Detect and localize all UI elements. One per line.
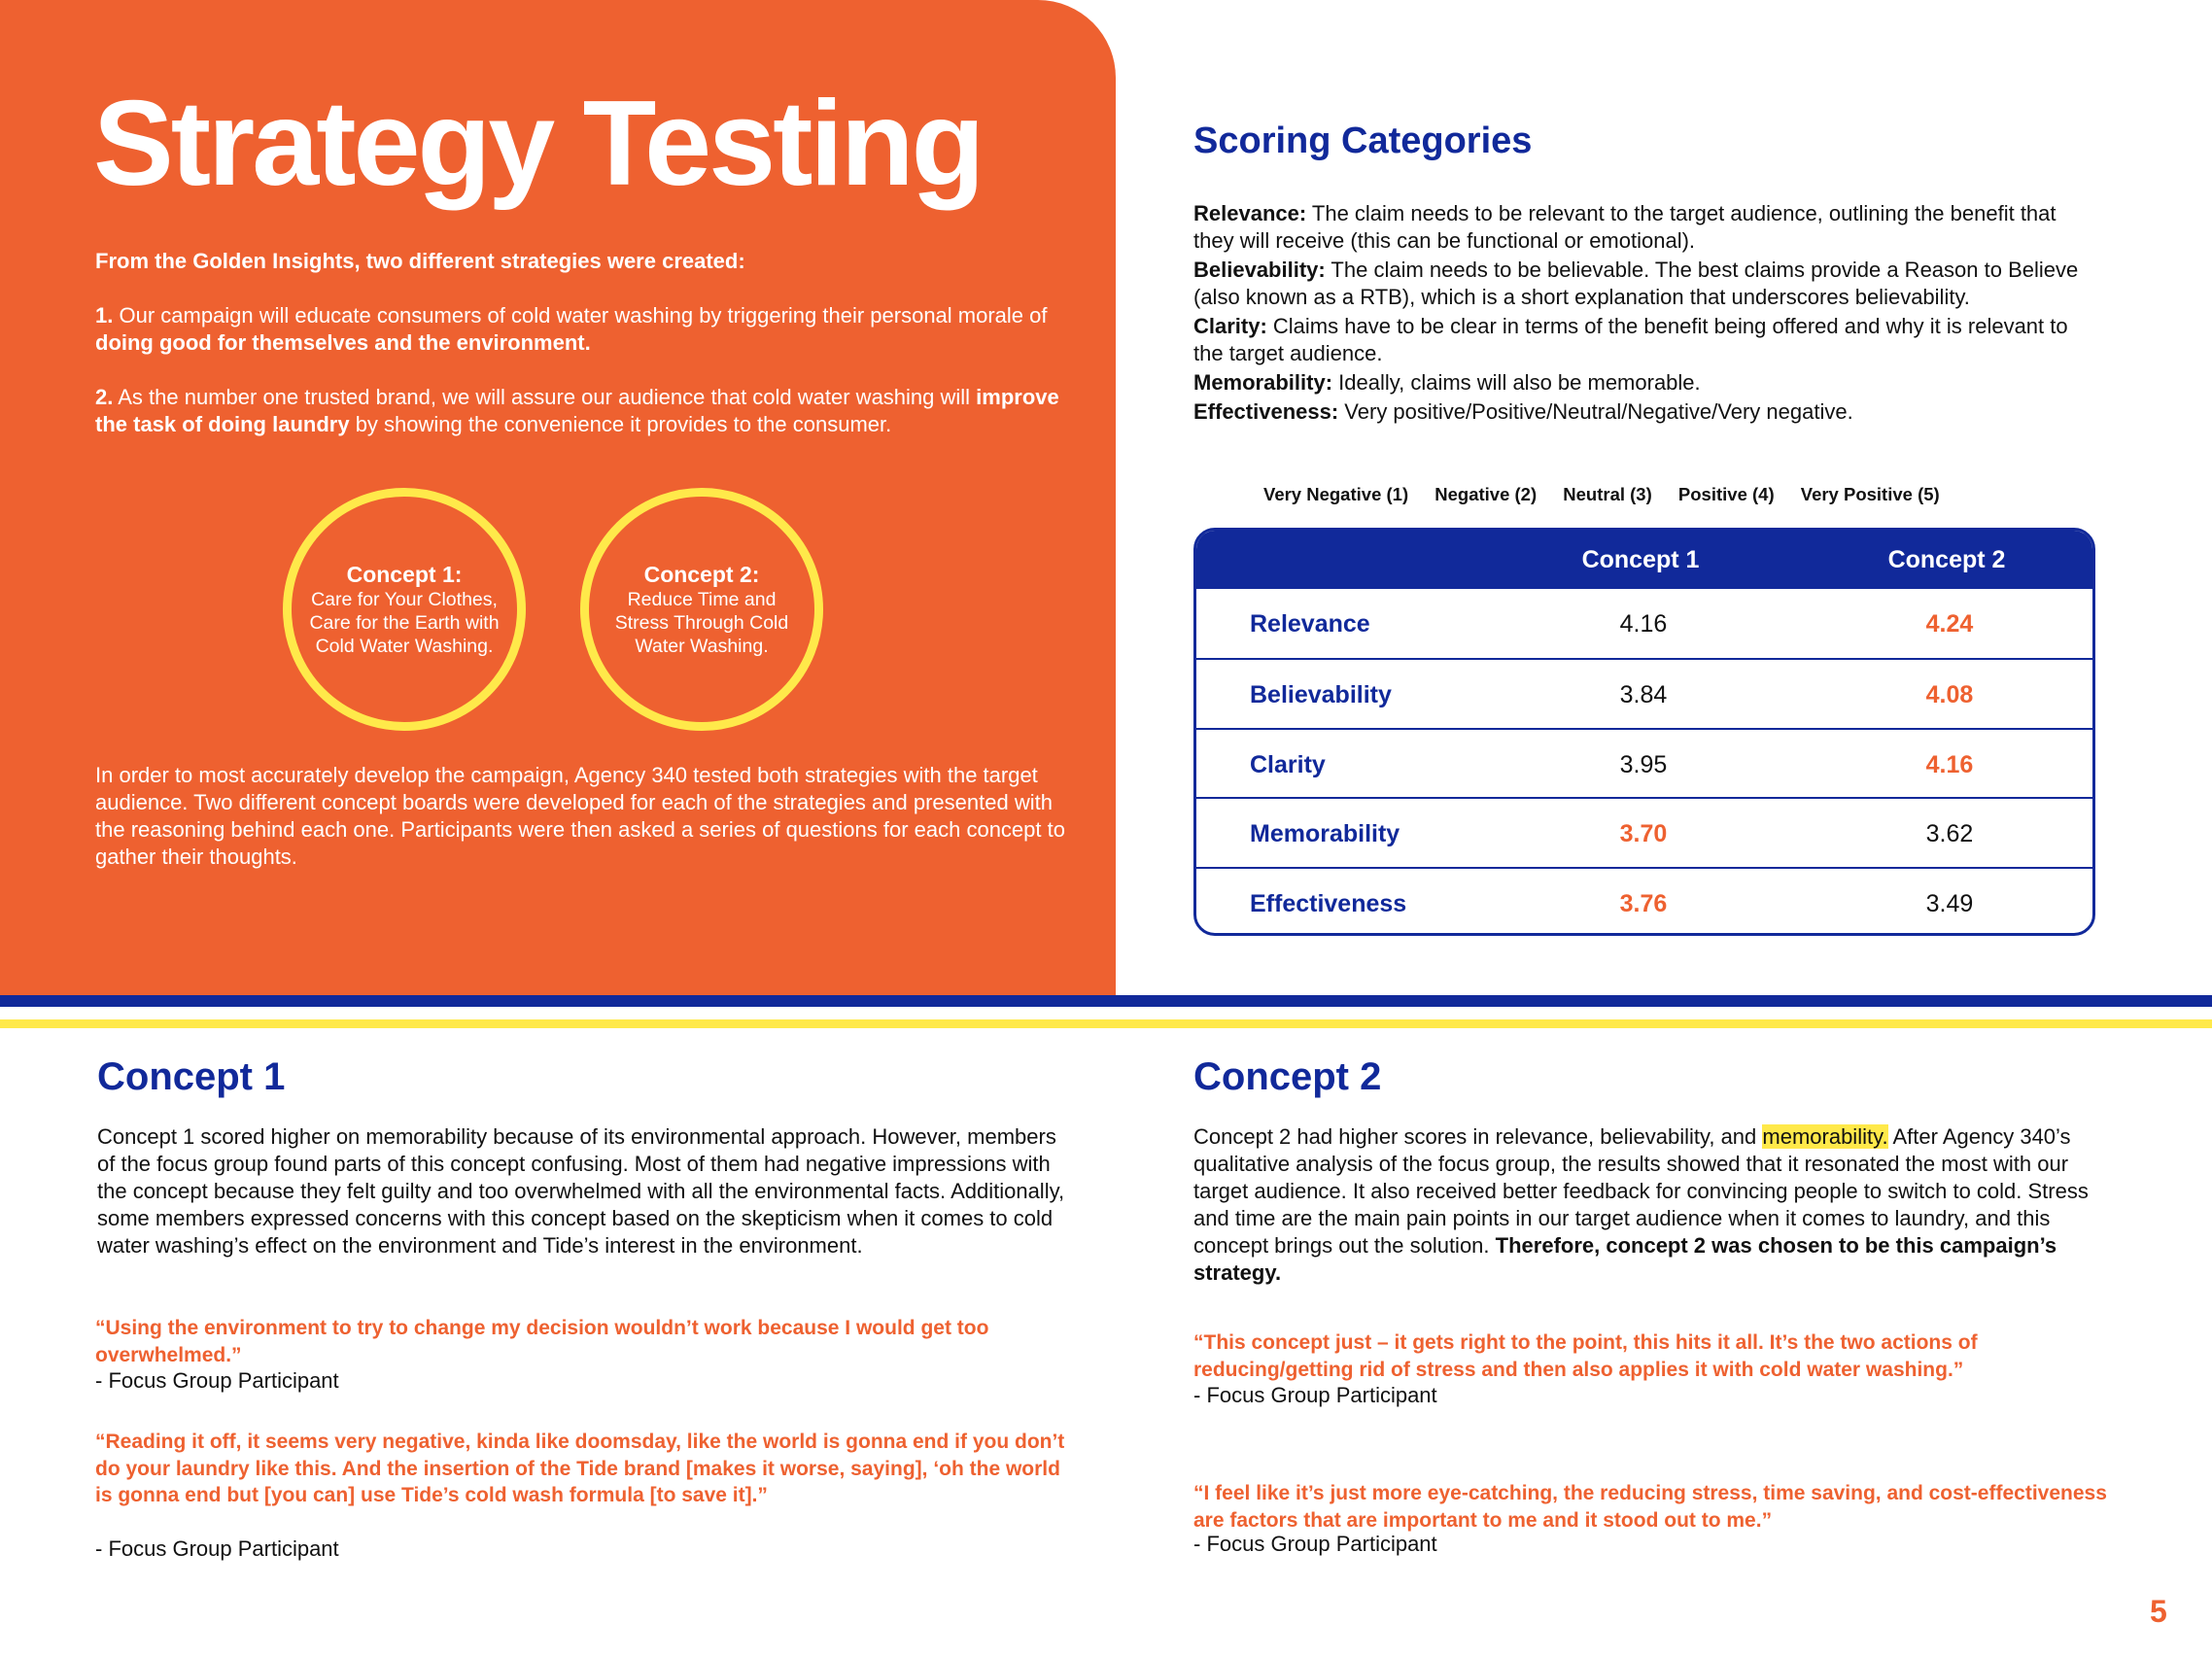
scoring-categories xyxy=(1193,200,2097,428)
cell-concept-1: 3.76 xyxy=(1619,889,1668,917)
concept-1-circle-title: Concept 1: xyxy=(346,562,463,587)
concept-1-quote-2-attribution: - Focus Group Participant xyxy=(95,1536,339,1561)
table-body xyxy=(1196,589,2092,936)
concept-1-heading: Concept 1 xyxy=(97,1055,286,1098)
category-clarity xyxy=(1193,313,2097,367)
strategy-2-bold: improve the task of doing laundry xyxy=(95,385,1059,436)
cell-concept-1: 3.84 xyxy=(1619,681,1668,709)
table-row xyxy=(1196,589,2092,658)
intro-lead: From the Golden Insights, two different strategies were created: xyxy=(95,249,745,273)
row-label: Clarity xyxy=(1250,750,1326,778)
page-number: 5 xyxy=(2150,1594,2167,1629)
strategy-1-text: Our campaign will educate consumers of cold water washing by triggering their personal morale of xyxy=(113,303,1048,328)
row-label: Believability xyxy=(1250,681,1392,709)
strategy-2-text-a: As the number one trusted brand, we will assure our audience that cold water washing will xyxy=(113,385,977,409)
strategy-1 xyxy=(95,302,1067,357)
category-name: Memorability: xyxy=(1193,370,1333,395)
category-name: Effectiveness: xyxy=(1193,399,1339,424)
category-desc: The claim needs to be relevant to the target audience, outlining the benefit that they will receive (this can be functional or emotional). xyxy=(1193,201,2056,253)
cell-concept-1: 3.70 xyxy=(1619,820,1668,848)
concept-2-circle xyxy=(580,488,823,731)
scale-item: Negative (2) xyxy=(1434,484,1538,504)
row-label: Relevance xyxy=(1250,610,1370,638)
category-name: Believability: xyxy=(1193,258,1326,282)
strategy-1-number: 1. xyxy=(95,303,114,328)
concept-2-circle-title: Concept 2: xyxy=(643,562,760,587)
category-relevance xyxy=(1193,200,2097,255)
column-header-concept-1: Concept 1 xyxy=(1581,546,1700,573)
intro-section xyxy=(95,248,1067,466)
strategy-2-text-b: by showing the convenience it provides to the consumer. xyxy=(349,412,892,436)
category-name: Relevance: xyxy=(1193,201,1307,225)
column-header-concept-2: Concept 2 xyxy=(1887,546,2006,573)
scale-item: Positive (4) xyxy=(1677,484,1775,504)
divider-yellow xyxy=(0,1019,2212,1028)
category-desc: The claim needs to be believable. The best claims provide a Reason to Believe (also known as a RTB), which is a short explanation that underscores believability. xyxy=(1193,258,2079,309)
concept-2-heading: Concept 2 xyxy=(1193,1055,1382,1098)
concept-2-quote-1-attribution: - Focus Group Participant xyxy=(1193,1383,1437,1407)
concept-2-conclusion: Therefore, concept 2 was chosen to be this campaign’s strategy. xyxy=(1193,1233,2057,1285)
cell-concept-2: 4.16 xyxy=(1925,750,1974,778)
concept-2-quote-1: “This concept just – it gets right to the point, this hits it all. It’s the two actions of reducing/getting rid of stress and then also applies it with cold water washing.” xyxy=(1193,1331,1978,1381)
category-effectiveness xyxy=(1193,398,2097,426)
category-memorability xyxy=(1193,369,2097,397)
cell-concept-1: 3.95 xyxy=(1619,750,1668,778)
concept-2-body-b: After Agency 340’s qualitative analysis of the focus group, the results showed that it resonated the most with our target audience. It also received better feedback for convincing people to switch to cold. Stress and time are the main pain points in our target audience when it comes to laundry, and this concept brings out the solution. xyxy=(1193,1124,2089,1258)
strategy-2-number: 2. xyxy=(95,385,114,409)
cell-concept-1: 4.16 xyxy=(1619,610,1668,638)
cell-concept-2: 4.24 xyxy=(1925,610,1974,638)
scale-item: Neutral (3) xyxy=(1563,484,1652,504)
highlighted-word: memorability. xyxy=(1762,1124,1888,1149)
concept-2-circle-desc: Reduce Time and Stress Through Cold Water Washing. xyxy=(614,589,789,657)
concept-2-quote-2: “I feel like it’s just more eye-catching, the reducing stress, time saving, and cost-effectiveness are factors that are important to me and it stood out to me.” xyxy=(1193,1482,2107,1532)
scoring-title: Scoring Categories xyxy=(1193,121,1533,161)
concept-2-body xyxy=(1193,1123,2126,1287)
concept-1-quote-2: “Reading it off, it seems very negative, kinda like doomsday, like the world is gonna end if you don’t do your laundry like this. And the insertion of the Tide brand [makes it worse, saying], ‘oh the world is gonna end but [you can] use Tide’s cold wash formula [to save it].” xyxy=(95,1431,1065,1506)
row-label: Memorability xyxy=(1250,820,1400,848)
strategy-1-bold: doing good for themselves and the environment. xyxy=(95,330,591,355)
table-row xyxy=(1196,797,2092,866)
cell-concept-2: 3.49 xyxy=(1925,889,1974,917)
category-desc: Very positive/Positive/Neutral/Negative/Very negative. xyxy=(1338,399,1853,424)
concept-1-quote-1: “Using the environment to try to change my decision wouldn’t work because I would get too overwhelmed.” xyxy=(95,1317,989,1366)
scale-item: Very Positive (5) xyxy=(1800,484,1940,504)
method-paragraph: In order to most accurately develop the campaign, Agency 340 tested both strategies with the target audience. Two different concept boards were developed for each of the strategies and presented with the reasoning behind each one. Participants were then asked a series of questions for each concept to gather their thoughts. xyxy=(95,763,1065,869)
divider-blue xyxy=(0,995,2212,1007)
category-believability xyxy=(1193,257,2097,311)
category-desc: Ideally, claims will also be memorable. xyxy=(1332,370,1701,395)
cell-concept-2: 3.62 xyxy=(1925,820,1974,848)
category-name: Clarity: xyxy=(1193,314,1267,338)
concept-1-circle xyxy=(283,488,526,731)
strategy-2 xyxy=(95,384,1067,438)
cell-concept-2: 4.08 xyxy=(1925,681,1974,709)
category-desc: Claims have to be clear in terms of the benefit being offered and why it is relevant to the target audience. xyxy=(1193,314,2068,365)
table-header xyxy=(1196,531,2092,589)
scores-table xyxy=(1193,528,2095,936)
row-label: Effectiveness xyxy=(1250,889,1407,917)
scale-item: Very Negative (1) xyxy=(1263,484,1409,504)
concept-2-body-a: Concept 2 had higher scores in relevance, believability, and xyxy=(1193,1124,1763,1149)
table-row xyxy=(1196,728,2092,797)
page-title: Strategy Testing xyxy=(93,77,983,211)
table-row xyxy=(1196,867,2092,936)
concept-1-body: Concept 1 scored higher on memorability because of its environmental approach. However, members of the focus group found parts of this concept confusing. Most of them had negative impressions with the concept because they felt guilty and too overwhelmed with all the environmental facts. Additionally, some members expressed concerns with this concept based on the skepticism when it comes to cold water washing’s effect on the environment and Tide’s interest in the environment. xyxy=(97,1124,1065,1258)
concept-1-circle-desc: Care for Your Clothes, Care for the Earth with Cold Water Washing. xyxy=(309,589,500,657)
table-row xyxy=(1196,658,2092,727)
rating-scale xyxy=(1263,484,1961,505)
concept-1-quote-1-attribution: - Focus Group Participant xyxy=(95,1368,339,1393)
concept-2-quote-2-attribution: - Focus Group Participant xyxy=(1193,1532,1437,1556)
